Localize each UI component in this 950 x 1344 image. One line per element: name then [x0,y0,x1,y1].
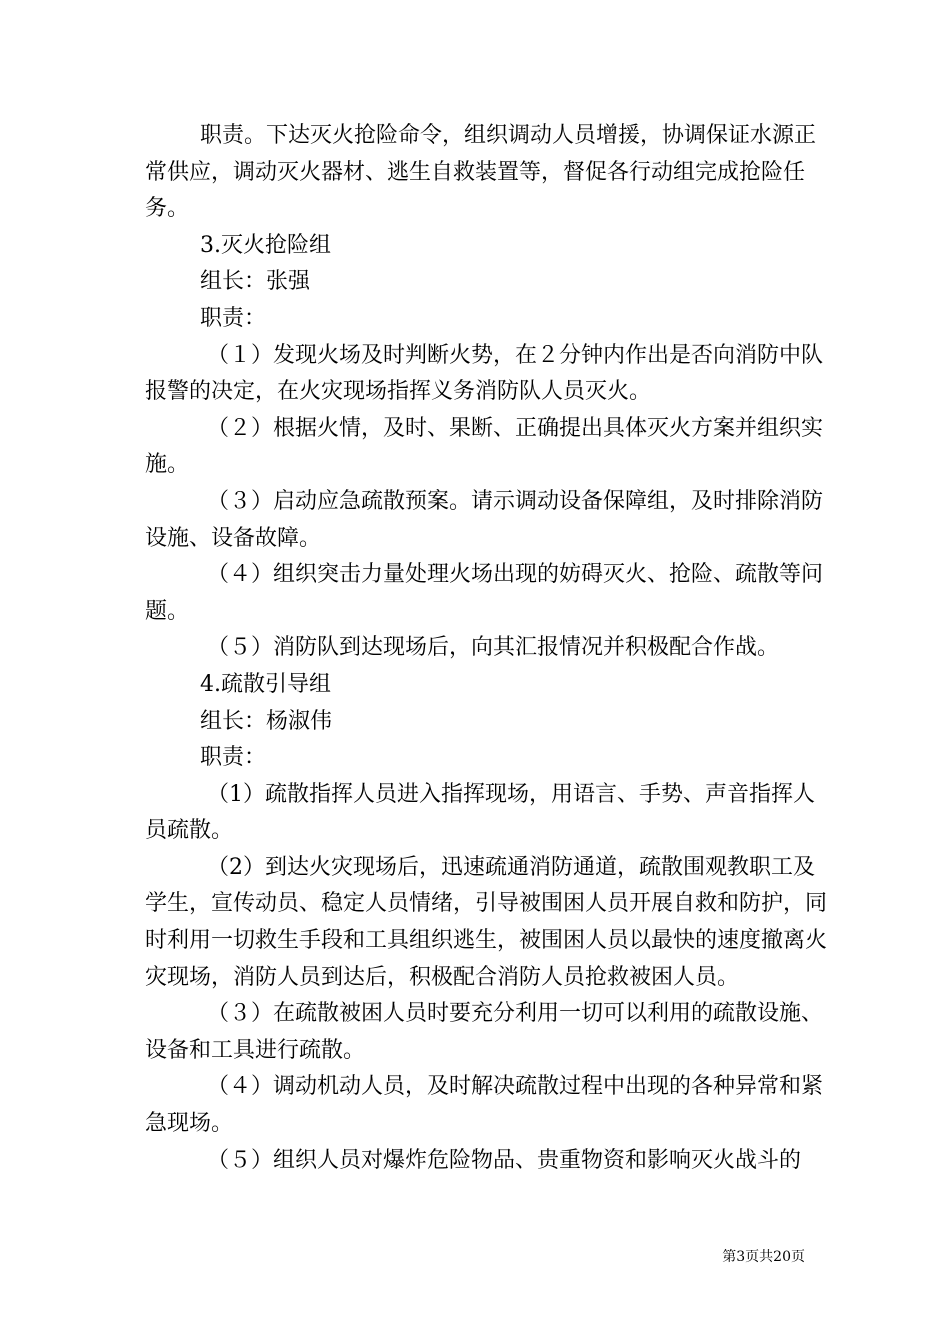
list-item: （５）消防队到达现场后，向其汇报情况并积极配合作战。 [207,635,780,661]
list-item: （２）根据火情，及时、果断、正确提出具体灭火方案并组织实施。 [145,415,824,478]
paragraph: 职责。下达灭火抢险命令，组织调动人员增援，协调保证水源正常供应，调动灭火器材、逃生自救装置等，督促各行动组完成抢险任务。 [145,123,817,222]
list-item: （2）到达火灾现场后，迅速疏通消防通道，疏散围观教职工及学生，宣传动员、稳定人员情绪，引导被围困人员开展自救和防护，同时利用一切救生手段和工具组织逃生，被围困人员以最快的速度撤离火灾现场，消防人员到达后，积极配合消防人员抢救被困人员。 [145,854,828,990]
section-heading: 3.灭火抢险组 [200,232,331,258]
section-heading: 4.疏散引导组 [200,671,331,697]
list-item: （1）疏散指挥人员进入指挥现场，用语言、手势、声音指挥人员疏散。 [145,781,815,844]
page-number-footer: 第3页共20页 [722,1249,805,1265]
list-item: （１）发现火场及时判断火势，在２分钟内作出是否向消防中队报警的决定，在火灾现场指挥义务消防队人员灭火。 [145,342,824,405]
list-item: （４）调动机动人员，及时解决疏散过程中出现的各种异常和紧急现场。 [145,1074,824,1137]
duties-label: 职责： [200,745,267,771]
list-item: （４）组织突击力量处理火场出现的妨碍灭火、抢险、疏散等问题。 [145,562,824,624]
duties-label: 职责： [200,305,267,331]
team-leader-line: 组长：杨淑伟 [200,708,333,734]
list-item: （５）组织人员对爆炸危险物品、贵重物资和影响灭火战斗的 [207,1147,802,1173]
team-leader-line: 组长：张强 [200,269,311,295]
list-item: （３）在疏散被困人员时要充分利用一切可以利用的疏散设施、设备和工具进行疏散。 [145,1001,824,1063]
list-item: （３）启动应急疏散预案。请示调动设备保障组，及时排除消防设施、设备故障。 [145,488,824,551]
document-body [145,118,835,1179]
